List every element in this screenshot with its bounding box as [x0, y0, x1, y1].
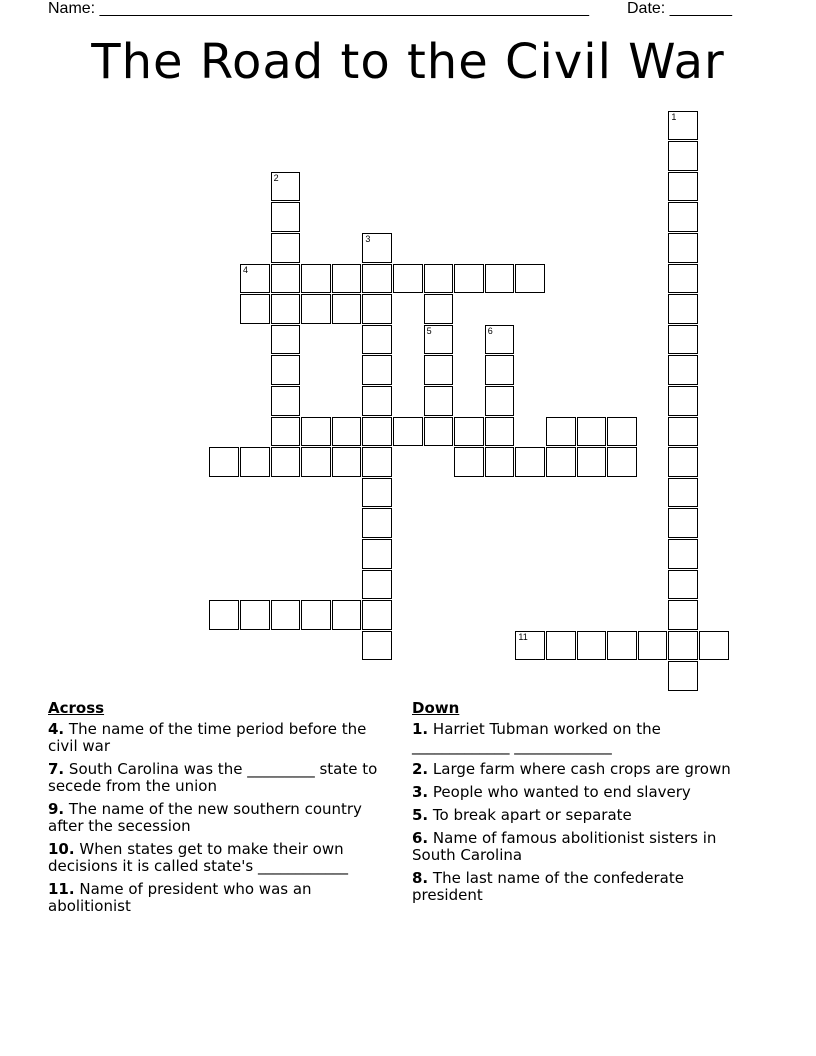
grid-cell[interactable]: [362, 325, 392, 355]
clue-number: 5.: [412, 806, 429, 824]
grid-cell[interactable]: [240, 447, 270, 477]
grid-cell[interactable]: [424, 355, 454, 385]
clue-text: Name of president who was an abolitionist: [48, 880, 312, 915]
clue-number: 11.: [48, 880, 75, 898]
grid-cell[interactable]: [668, 600, 698, 630]
date-field[interactable]: Date: _______: [627, 0, 732, 17]
grid-cell[interactable]: [271, 202, 301, 232]
grid-cell[interactable]: [301, 447, 331, 477]
clue-text: Name of famous abolitionist sisters in South Carolina: [412, 829, 717, 864]
grid-cell[interactable]: [240, 294, 270, 324]
grid-cell[interactable]: [668, 111, 698, 141]
grid-cell[interactable]: [271, 264, 301, 294]
grid-cell[interactable]: [424, 325, 454, 355]
grid-cell[interactable]: [332, 417, 362, 447]
grid-cell[interactable]: [607, 447, 637, 477]
page-title: The Road to the Civil War: [91, 34, 725, 90]
grid-cell[interactable]: [301, 264, 331, 294]
grid-cell[interactable]: [362, 294, 392, 324]
clue-text: The name of the time period before the civil war: [48, 720, 367, 755]
grid-cell[interactable]: [607, 417, 637, 447]
clue-number: 9.: [48, 800, 65, 818]
cell-number: 6: [487, 325, 493, 336]
down-clues: [412, 700, 757, 910]
grid-cell[interactable]: [515, 264, 545, 294]
grid-cell[interactable]: [271, 386, 301, 416]
grid-cell[interactable]: [301, 600, 331, 630]
down-clue: [412, 830, 757, 864]
grid-cell[interactable]: [577, 447, 607, 477]
grid-cell[interactable]: [668, 539, 698, 569]
grid-cell[interactable]: [485, 417, 515, 447]
grid-cell[interactable]: [424, 386, 454, 416]
clue-text: To break apart or separate: [432, 806, 632, 824]
grid-cell[interactable]: [515, 631, 545, 661]
grid-cell[interactable]: [668, 417, 698, 447]
clue-text: Large farm where cash crops are grown: [432, 760, 731, 778]
clue-number: 3.: [412, 783, 429, 801]
grid-cell[interactable]: [638, 631, 668, 661]
grid-cell[interactable]: [485, 386, 515, 416]
down-clue: [412, 870, 757, 904]
clue-number: 4.: [48, 720, 65, 738]
across-clue: [48, 841, 393, 875]
grid-cell[interactable]: [546, 631, 576, 661]
grid-cell[interactable]: [332, 294, 362, 324]
grid-cell[interactable]: [485, 264, 515, 294]
grid-cell[interactable]: [577, 417, 607, 447]
grid-cell[interactable]: [271, 447, 301, 477]
clue-number: 10.: [48, 840, 75, 858]
grid-cell[interactable]: [485, 325, 515, 355]
grid-cell[interactable]: [668, 355, 698, 385]
clue-text: Harriet Tubman worked on the _____________ _____________: [412, 720, 661, 755]
down-clue: [412, 784, 757, 801]
clue-number: 6.: [412, 829, 429, 847]
grid-cell[interactable]: [271, 600, 301, 630]
grid-cell[interactable]: [454, 447, 484, 477]
down-clue: [412, 761, 757, 778]
grid-cell[interactable]: [332, 447, 362, 477]
grid-cell[interactable]: [393, 417, 423, 447]
grid-cell[interactable]: [668, 631, 698, 661]
grid-cell[interactable]: [485, 447, 515, 477]
grid-cell[interactable]: [668, 325, 698, 355]
grid-cell[interactable]: [362, 570, 392, 600]
across-clues: [48, 700, 393, 921]
grid-cell[interactable]: [668, 233, 698, 263]
grid-cell[interactable]: [362, 233, 392, 263]
grid-cell[interactable]: [362, 539, 392, 569]
grid-cell[interactable]: [668, 508, 698, 538]
grid-cell[interactable]: [393, 264, 423, 294]
grid-cell[interactable]: [362, 600, 392, 630]
down-clue: [412, 807, 757, 824]
grid-cell[interactable]: [332, 264, 362, 294]
grid-cell[interactable]: [362, 264, 392, 294]
across-clue: [48, 881, 393, 915]
clue-text: When states get to make their own decisions it is called state's ____________: [48, 840, 348, 875]
grid-cell[interactable]: [271, 355, 301, 385]
grid-cell[interactable]: [668, 661, 698, 691]
grid-cell[interactable]: [668, 141, 698, 171]
grid-cell[interactable]: [271, 294, 301, 324]
grid-cell[interactable]: [668, 264, 698, 294]
grid-cell[interactable]: [424, 294, 454, 324]
clue-text: South Carolina was the _________ state to secede from the union: [48, 760, 378, 795]
grid-cell[interactable]: [607, 631, 637, 661]
grid-cell[interactable]: [668, 447, 698, 477]
cell-number: 1: [671, 111, 677, 122]
name-field[interactable]: Name: _______________________________________________________: [48, 0, 589, 17]
grid-cell[interactable]: [240, 264, 270, 294]
cell-number: 2: [273, 172, 279, 183]
grid-cell[interactable]: [424, 264, 454, 294]
grid-cell[interactable]: [668, 570, 698, 600]
grid-cell[interactable]: [577, 631, 607, 661]
cell-number: 3: [365, 234, 371, 244]
down-clue: [412, 721, 757, 755]
grid-cell[interactable]: [271, 233, 301, 263]
grid-cell[interactable]: [668, 172, 698, 202]
grid-cell[interactable]: [546, 447, 576, 477]
across-clue: [48, 761, 393, 795]
grid-cell[interactable]: [362, 508, 392, 538]
clue-number: 7.: [48, 760, 65, 778]
grid-cell[interactable]: [362, 417, 392, 447]
clue-text: The name of the new southern country after the secession: [48, 800, 362, 835]
grid-cell[interactable]: [454, 264, 484, 294]
across-heading: Across: [48, 699, 105, 717]
grid-cell[interactable]: [209, 600, 239, 630]
grid-cell[interactable]: [699, 631, 729, 661]
grid-cell[interactable]: [332, 600, 362, 630]
grid-cell[interactable]: [362, 447, 392, 477]
cell-number: 11: [518, 631, 528, 642]
grid-cell[interactable]: [668, 386, 698, 416]
grid-cell[interactable]: [515, 447, 545, 477]
grid-cell[interactable]: [668, 294, 698, 324]
grid-cell[interactable]: [485, 355, 515, 385]
grid-cell[interactable]: [362, 631, 392, 661]
grid-cell[interactable]: [301, 417, 331, 447]
grid-cell[interactable]: [209, 447, 239, 477]
grid-cell[interactable]: [240, 600, 270, 630]
grid-cell[interactable]: [271, 417, 301, 447]
down-heading: Down: [412, 699, 460, 717]
grid-cell[interactable]: [668, 478, 698, 508]
grid-cell[interactable]: [271, 325, 301, 355]
grid-cell[interactable]: [362, 386, 392, 416]
clue-text: People who wanted to end slavery: [432, 783, 691, 801]
clue-number: 1.: [412, 720, 429, 738]
cell-number: 5: [426, 325, 432, 336]
clue-text: The last name of the confederate president: [412, 869, 684, 904]
grid-cell[interactable]: [362, 478, 392, 508]
grid-cell[interactable]: [546, 417, 576, 447]
cell-number: 4: [243, 264, 249, 275]
grid-cell[interactable]: [362, 355, 392, 385]
clue-number: 8.: [412, 869, 429, 887]
grid-cell[interactable]: [668, 202, 698, 232]
across-clue: [48, 801, 393, 835]
grid-cell[interactable]: [424, 417, 454, 447]
grid-cell[interactable]: [454, 417, 484, 447]
grid-cell[interactable]: [301, 294, 331, 324]
grid-cell[interactable]: [271, 172, 301, 202]
across-clue: [48, 721, 393, 755]
clue-number: 2.: [412, 760, 429, 778]
